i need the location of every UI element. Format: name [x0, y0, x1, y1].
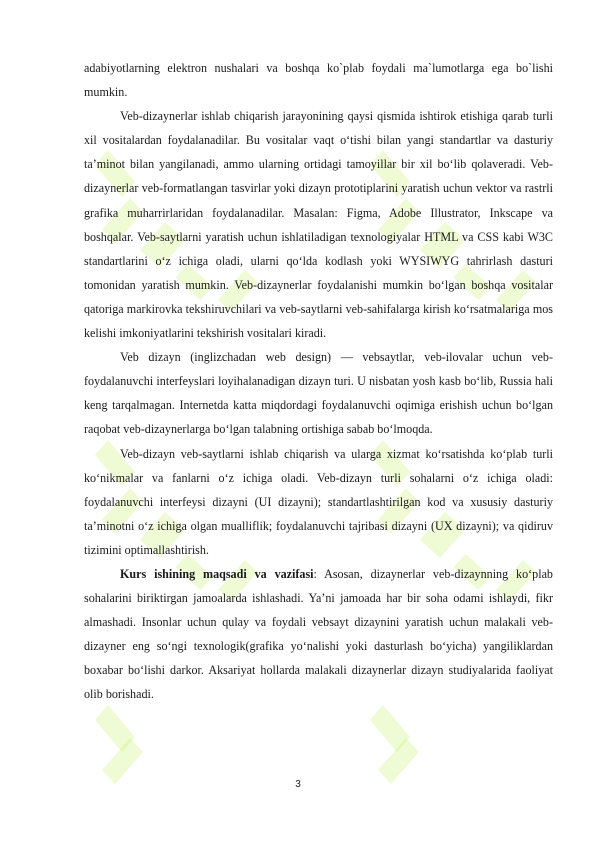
- paragraph-5-bold-lead: Kurs ishining maqsadi va vazifasi: [120, 566, 314, 581]
- paragraph-4: Veb-dizayn veb-saytlarni ishlab chiqarish va ularga xizmat ko‘rsatishda ko‘plab turli ko‘nikmalar va fanlarni o‘z ichiga oladi. Veb-dizayn turli sohalarni o‘z ichiga oladi: foydalanuvchi interfeysi dizayni (UI dizayni); standartlashtirilgan kod va xususiy dasturiy ta’minotni o‘z ichiga olgan mualliflik; foydalanuvchi tajribasi dizayni (UX dizayni); va qidiruv tizimini optimallashtirish.: [84, 446, 553, 557]
- paragraph-3: Veb dizayn (inglizchadan web design) — vebsaytlar, veb-ilovalar uchun veb-foydalanuvchi interfeyslari loyihalanadigan dizayn turi. U nisbatan yosh kasb bo‘lib, Russia hali keng tarqalmagan. Internetda katta miqdordagi foydalanuvchi oqimiga erishish uchun bo‘lgan raqobat veb-dizaynerlarga bo‘lgan talabning ortishiga sabab bo‘lmoqda.: [84, 350, 553, 437]
- paragraph-5: [84, 562, 553, 707]
- paragraph-1: adabiyotlarning elektron nushalari va boshqa ko`plab foydali ma`lumotlarga ega bo`lishi mumkin.: [84, 61, 553, 100]
- page-number: 3: [295, 779, 301, 790]
- paragraph-5-text: : Asosan, dizaynerlar veb-dizaynning ko‘plab sohalarini biriktirgan jamoalarda ishlashadi. Ya’ni jamoada har bir soha odami ishlaydi, fikr almashadi. Insonlar uchun qulay va foydali vebsayt dizaynini yaratish uchun malakali veb-dizayner eng so‘ngi texnologik(grafika yo‘nalishi yoki dasturlash bo‘yicha) yangiliklardan boxabar bo‘lishi darkor. Aksariyat hollarda malakali dizaynerlar dizayn studiyalarida faoliyat olib borishadi.: [84, 566, 553, 702]
- document-body: [84, 56, 553, 707]
- paragraph-2: Veb-dizaynerlar ishlab chiqarish jarayonining qaysi qismida ishtirok etishiga qarab turli xil vositalardan foydalanadilar. Bu vositalar vaqt o‘tishi bilan yangi standartlar va dasturiy ta’minot bilan yangilanadi, ammo ularning ortidagi tamoyillar bir xil bo‘lib qolaveradi. Veb-dizaynerlar veb-formatlangan tasvirlar yoki dizayn prototiplarini yaratish uchun vektor va rastrli grafika muharrirlaridan foydalanadilar. Masalan: Figma, Adobe Illustrator, Inkscape va boshqalar. Veb-saytlarni yaratish uchun ishlatiladigan texnologiyalar HTML va CSS kabi W3C standartlarini o‘z ichiga oladi, ularni qo‘lda kodlash yoki WYSIWYG tahrirlash dasturi tomonidan yaratish mumkin. Veb-dizaynerlar foydalanishi mumkin bo‘lgan boshqa vositalar qatoriga markirovka tekshiruvchilari va veb-saytlarni veb-sahifalarga kirish ko‘rsatmalariga mos kelishi imkoniyatlarini tekshirish vositalari kiradi.: [84, 109, 553, 341]
